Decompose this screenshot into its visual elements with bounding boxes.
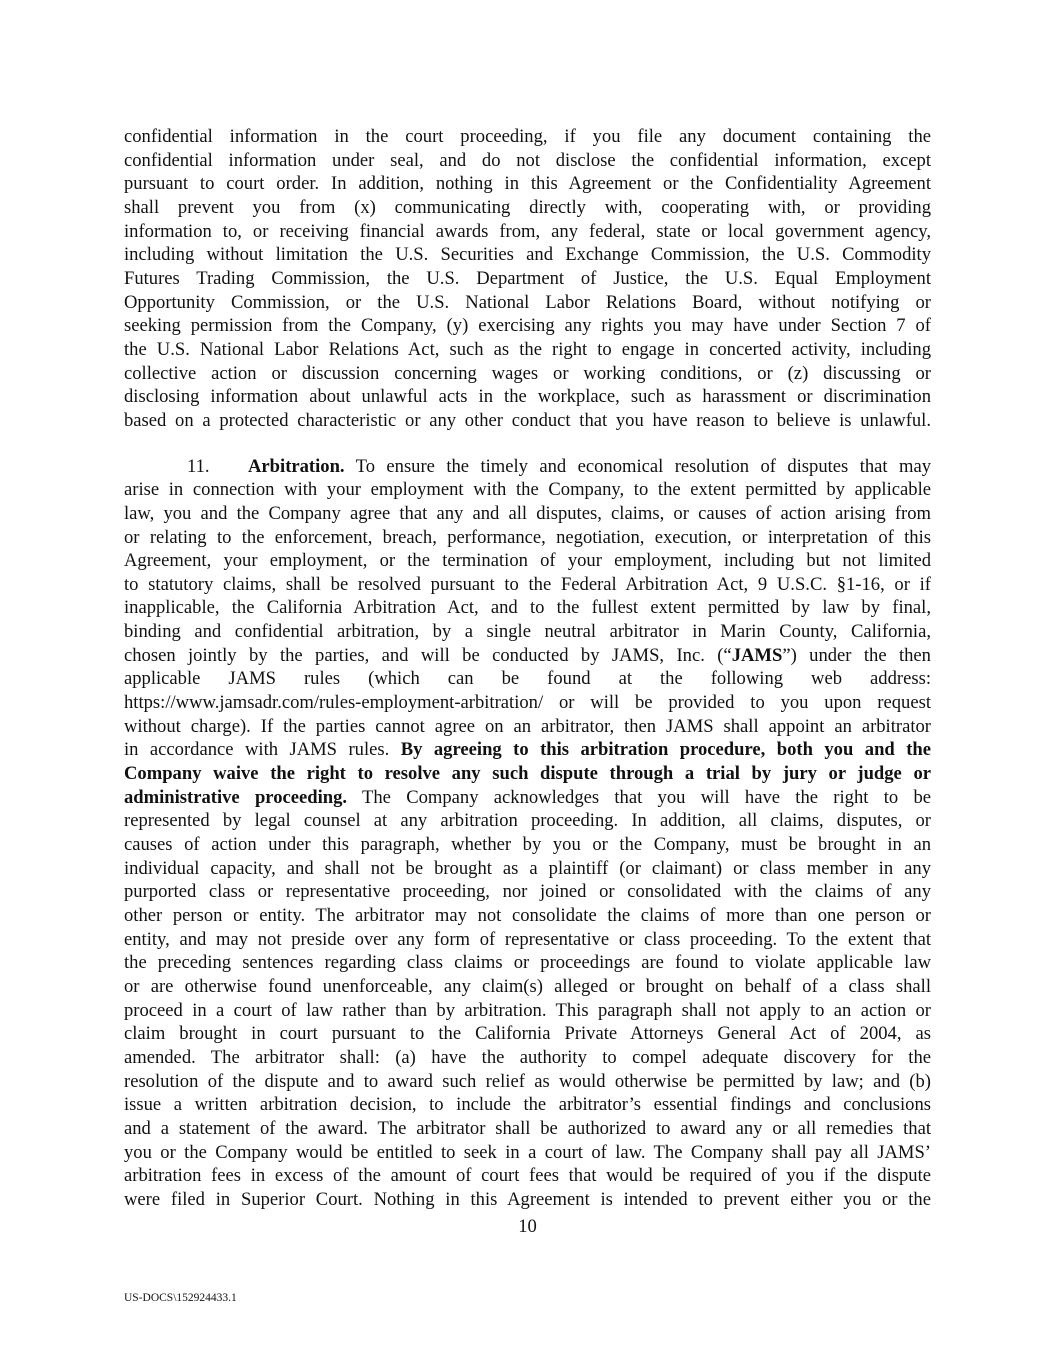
text-line: pursuant to court order. In addition, nothing in this Agreement or the Confidentiality Agreement xyxy=(124,173,931,195)
text-line: were filed in Superior Court. Nothing in this Agreement is intended to prevent either you or the xyxy=(124,1188,931,1210)
text-line: shall prevent you from (x) communicating directly with, cooperating with, or providing xyxy=(124,196,931,218)
defined-term-jams: JAMS xyxy=(731,644,783,666)
text-run: ”) under the then xyxy=(782,644,931,666)
text-line: https://www.jamsadr.com/rules-employment-arbitration/ or will be provided to you upon request xyxy=(124,692,931,714)
text-line xyxy=(124,738,931,762)
text-line: claim brought in court pursuant to the California Private Attorneys General Act of 2004, as xyxy=(124,1023,931,1045)
jury-waiver-text: administrative proceeding. xyxy=(124,786,348,808)
text-line: binding and confidential arbitration, by a single neutral arbitrator in Marin County, California, xyxy=(124,621,931,643)
text-line: you or the Company would be entitled to seek in a court of law. The Company shall pay all JAMS’ xyxy=(124,1141,931,1163)
text-line: confidential information under seal, and do not disclose the confidential information, except xyxy=(124,149,931,171)
text-line: entity, and may not preside over any form of representative or class proceeding. To the extent that xyxy=(124,928,931,950)
text-line: or are otherwise found unenforceable, any claim(s) alleged or brought on behalf of a class shall xyxy=(124,975,931,997)
text-line: resolution of the dispute and to award such relief as would otherwise be permitted by law; and (b) xyxy=(124,1070,931,1092)
text-line: amended. The arbitrator shall: (a) have the authority to compel adequate discovery for the xyxy=(124,1046,931,1068)
text-line: without charge). If the parties cannot agree on an arbitrator, then JAMS shall appoint an arbitrator xyxy=(124,715,931,737)
text-line: Opportunity Commission, or the U.S. National Labor Relations Board, without notifying or xyxy=(124,291,931,313)
text-line: arbitration fees in excess of the amount of court fees that would be required of you if the dispute xyxy=(124,1165,931,1187)
text-line xyxy=(124,786,931,810)
text-line: applicable JAMS rules (which can be found at the following web address: xyxy=(124,668,931,690)
text-line: the preceding sentences regarding class claims or proceedings are found to violate applicable law xyxy=(124,952,931,974)
text-line: confidential information in the court proceeding, if you file any document containing the xyxy=(124,126,931,147)
text-line: to statutory claims, shall be resolved pursuant to the Federal Arbitration Act, 9 U.S.C. §1-16, or if xyxy=(124,573,931,595)
text-line: individual capacity, and shall not be brought as a plaintiff (or claimant) or class member in any xyxy=(124,857,931,879)
text-line: represented by legal counsel at any arbitration proceeding. In addition, all claims, disputes, or xyxy=(124,810,931,832)
text-line: or relating to the enforcement, breach, performance, negotiation, execution, or interpretation of this xyxy=(124,526,931,548)
page-number: 10 xyxy=(518,1216,537,1237)
text-line: the U.S. National Labor Relations Act, such as the right to engage in concerted activity, including xyxy=(124,338,931,360)
text-line: inapplicable, the California Arbitration Act, and to the fullest extent permitted by law by final, xyxy=(124,597,931,619)
section-heading-line xyxy=(124,455,931,479)
text-line: causes of action under this paragraph, whether by you or the Company, must be brought in an xyxy=(124,834,931,856)
text-line: disclosing information about unlawful acts in the workplace, such as harassment or discrimination xyxy=(124,386,931,408)
text-line: Agreement, your employment, or the termination of your employment, including but not limited xyxy=(124,550,931,572)
section-heading: Arbitration. xyxy=(248,455,345,477)
text-line: other person or entity. The arbitrator may not consolidate the claims of more than one person or xyxy=(124,905,931,926)
section-number: 11. xyxy=(187,455,210,477)
paragraph-confidentiality-continued xyxy=(124,125,931,433)
text-line: law, you and the Company agree that any and all disputes, claims, or causes of action arising from xyxy=(124,502,931,524)
text-run: To ensure the timely and economical resolution of disputes that may xyxy=(344,455,931,477)
text-run: The Company acknowledges that you will have the right to be xyxy=(347,786,931,808)
section-11-arbitration xyxy=(124,455,931,1212)
jury-waiver-text: Company waive the right to resolve any such dispute through a trial by jury or judge or xyxy=(124,763,931,785)
text-line: and a statement of the award. The arbitrator shall be authorized to award any or all remedies that xyxy=(124,1117,931,1139)
text-line: collective action or discussion concerning wages or working conditions, or (z) discussing or xyxy=(124,362,931,384)
page-body xyxy=(124,125,931,1212)
text-run: in accordance with JAMS rules. xyxy=(124,739,401,761)
text-line: proceed in a court of law rather than by arbitration. This paragraph shall not apply to an action or xyxy=(124,999,931,1021)
text-line: purported class or representative proceeding, nor joined or consolidated with the claims of any xyxy=(124,881,931,903)
text-line: including without limitation the U.S. Securities and Exchange Commission, the U.S. Commodity xyxy=(124,244,931,266)
text-line: Futures Trading Commission, the U.S. Department of Justice, the U.S. Equal Employment xyxy=(124,267,931,289)
text-line: information to, or receiving financial awards from, any federal, state or local government agency, xyxy=(124,220,931,242)
text-line: based on a protected characteristic or any other conduct that you have reason to believe is unlawful. xyxy=(124,409,931,431)
text-line xyxy=(124,644,931,668)
text-line: issue a written arbitration decision, to include the arbitrator’s essential findings and conclusions xyxy=(124,1094,931,1116)
footer-document-id: US-DOCS\152924433.1 xyxy=(124,1292,237,1304)
text-run: chosen jointly by the parties, and will be conducted by JAMS, Inc. (“ xyxy=(124,644,732,666)
text-line: seeking permission from the Company, (y) exercising any rights you may have under Section 7 of xyxy=(124,315,931,337)
jury-waiver-text: By agreeing to this arbitration procedure, both you and the xyxy=(400,739,931,761)
text-line: arise in connection with your employment with the Company, to the extent permitted by applicable xyxy=(124,479,931,501)
